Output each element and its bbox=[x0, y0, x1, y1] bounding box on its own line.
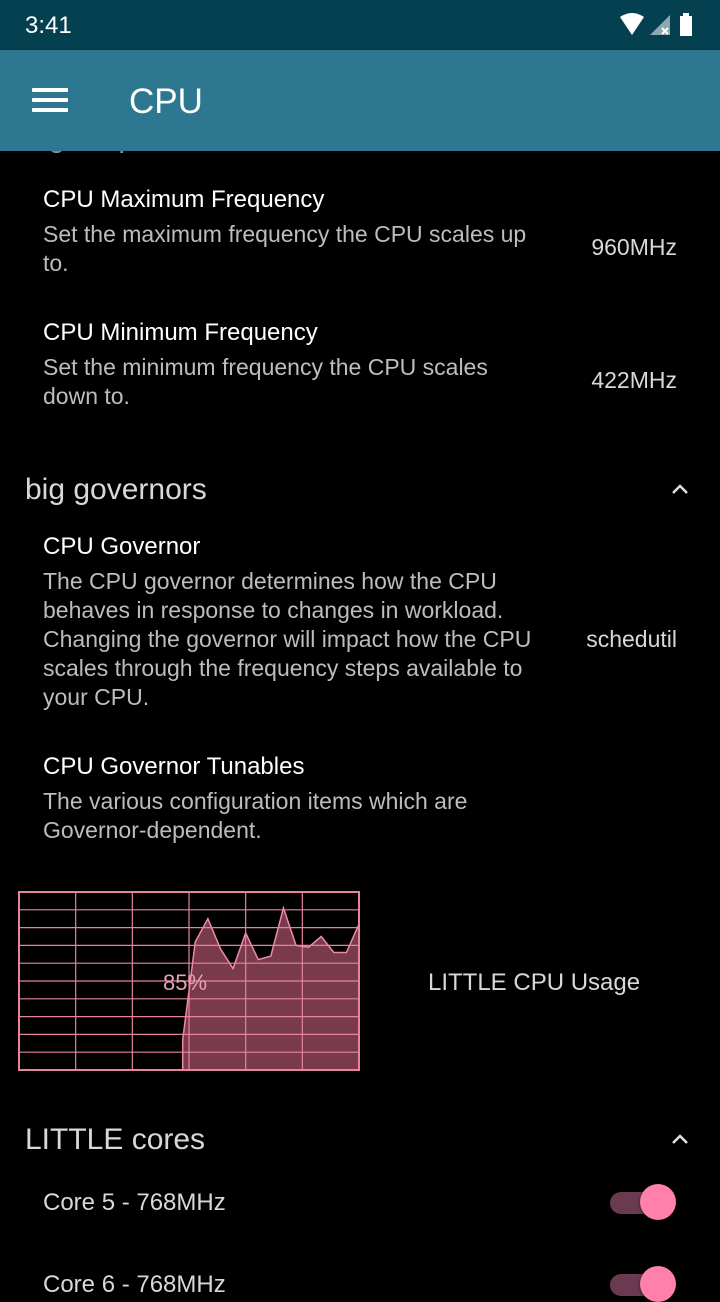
cpu-min-frequency-pref[interactable] bbox=[0, 319, 720, 429]
settings-list[interactable] bbox=[0, 151, 720, 1298]
chevron-up-icon[interactable] bbox=[670, 1129, 690, 1149]
pref-summary: Set the maximum frequency the CPU scales up to. bbox=[43, 221, 527, 276]
usage-area bbox=[183, 908, 359, 1070]
chevron-up-icon[interactable] bbox=[670, 479, 690, 499]
status-bar bbox=[0, 0, 720, 50]
core-6-toggle[interactable] bbox=[610, 1266, 670, 1302]
battery-icon bbox=[680, 13, 692, 36]
cpu-governor-pref[interactable] bbox=[0, 533, 720, 723]
status-icons bbox=[618, 11, 698, 39]
core-6-label: Core 6 - 768MHz bbox=[43, 1271, 226, 1298]
pref-title: CPU Governor Tunables bbox=[43, 753, 305, 780]
section-header-little-cores: LITTLE cores bbox=[25, 1123, 206, 1156]
cpu-usage-label: LITTLE CPU Usage bbox=[428, 969, 641, 996]
cpu-governor-tunables-pref[interactable] bbox=[0, 753, 720, 853]
usage-percent: 85% bbox=[163, 970, 208, 995]
pref-value: schedutil bbox=[586, 626, 677, 652]
section-header-big-governors: big governors bbox=[25, 473, 207, 506]
usage-graph-svg bbox=[18, 891, 360, 1071]
cpu-max-frequency-pref[interactable] bbox=[0, 186, 720, 296]
app-toolbar bbox=[0, 50, 720, 151]
core-5-toggle[interactable] bbox=[610, 1184, 670, 1220]
core-5-label: Core 5 - 768MHz bbox=[43, 1189, 226, 1216]
pref-value: 422MHz bbox=[591, 367, 677, 393]
menu-icon[interactable] bbox=[32, 88, 68, 114]
pref-summary: The CPU governor determines how the CPU behaves in response to changes in workload. Changing the governor will impact how the CPU scales through the frequency steps available to your CPU. bbox=[43, 568, 532, 710]
status-time: 3:41 bbox=[25, 12, 72, 39]
wifi-icon bbox=[620, 13, 644, 35]
pref-summary: Set the minimum frequency the CPU scales down to. bbox=[43, 354, 488, 409]
pref-title: CPU Governor bbox=[43, 533, 201, 560]
pref-value: 960MHz bbox=[591, 234, 677, 260]
cpu-usage-graph bbox=[18, 891, 360, 1071]
page-title: CPU bbox=[129, 82, 203, 121]
pref-title: CPU Maximum Frequency bbox=[43, 186, 325, 213]
pref-title: CPU Minimum Frequency bbox=[43, 319, 318, 346]
pref-summary: The various configuration items which are Governor-dependent. bbox=[43, 788, 468, 843]
cell-signal-icon bbox=[650, 15, 670, 35]
